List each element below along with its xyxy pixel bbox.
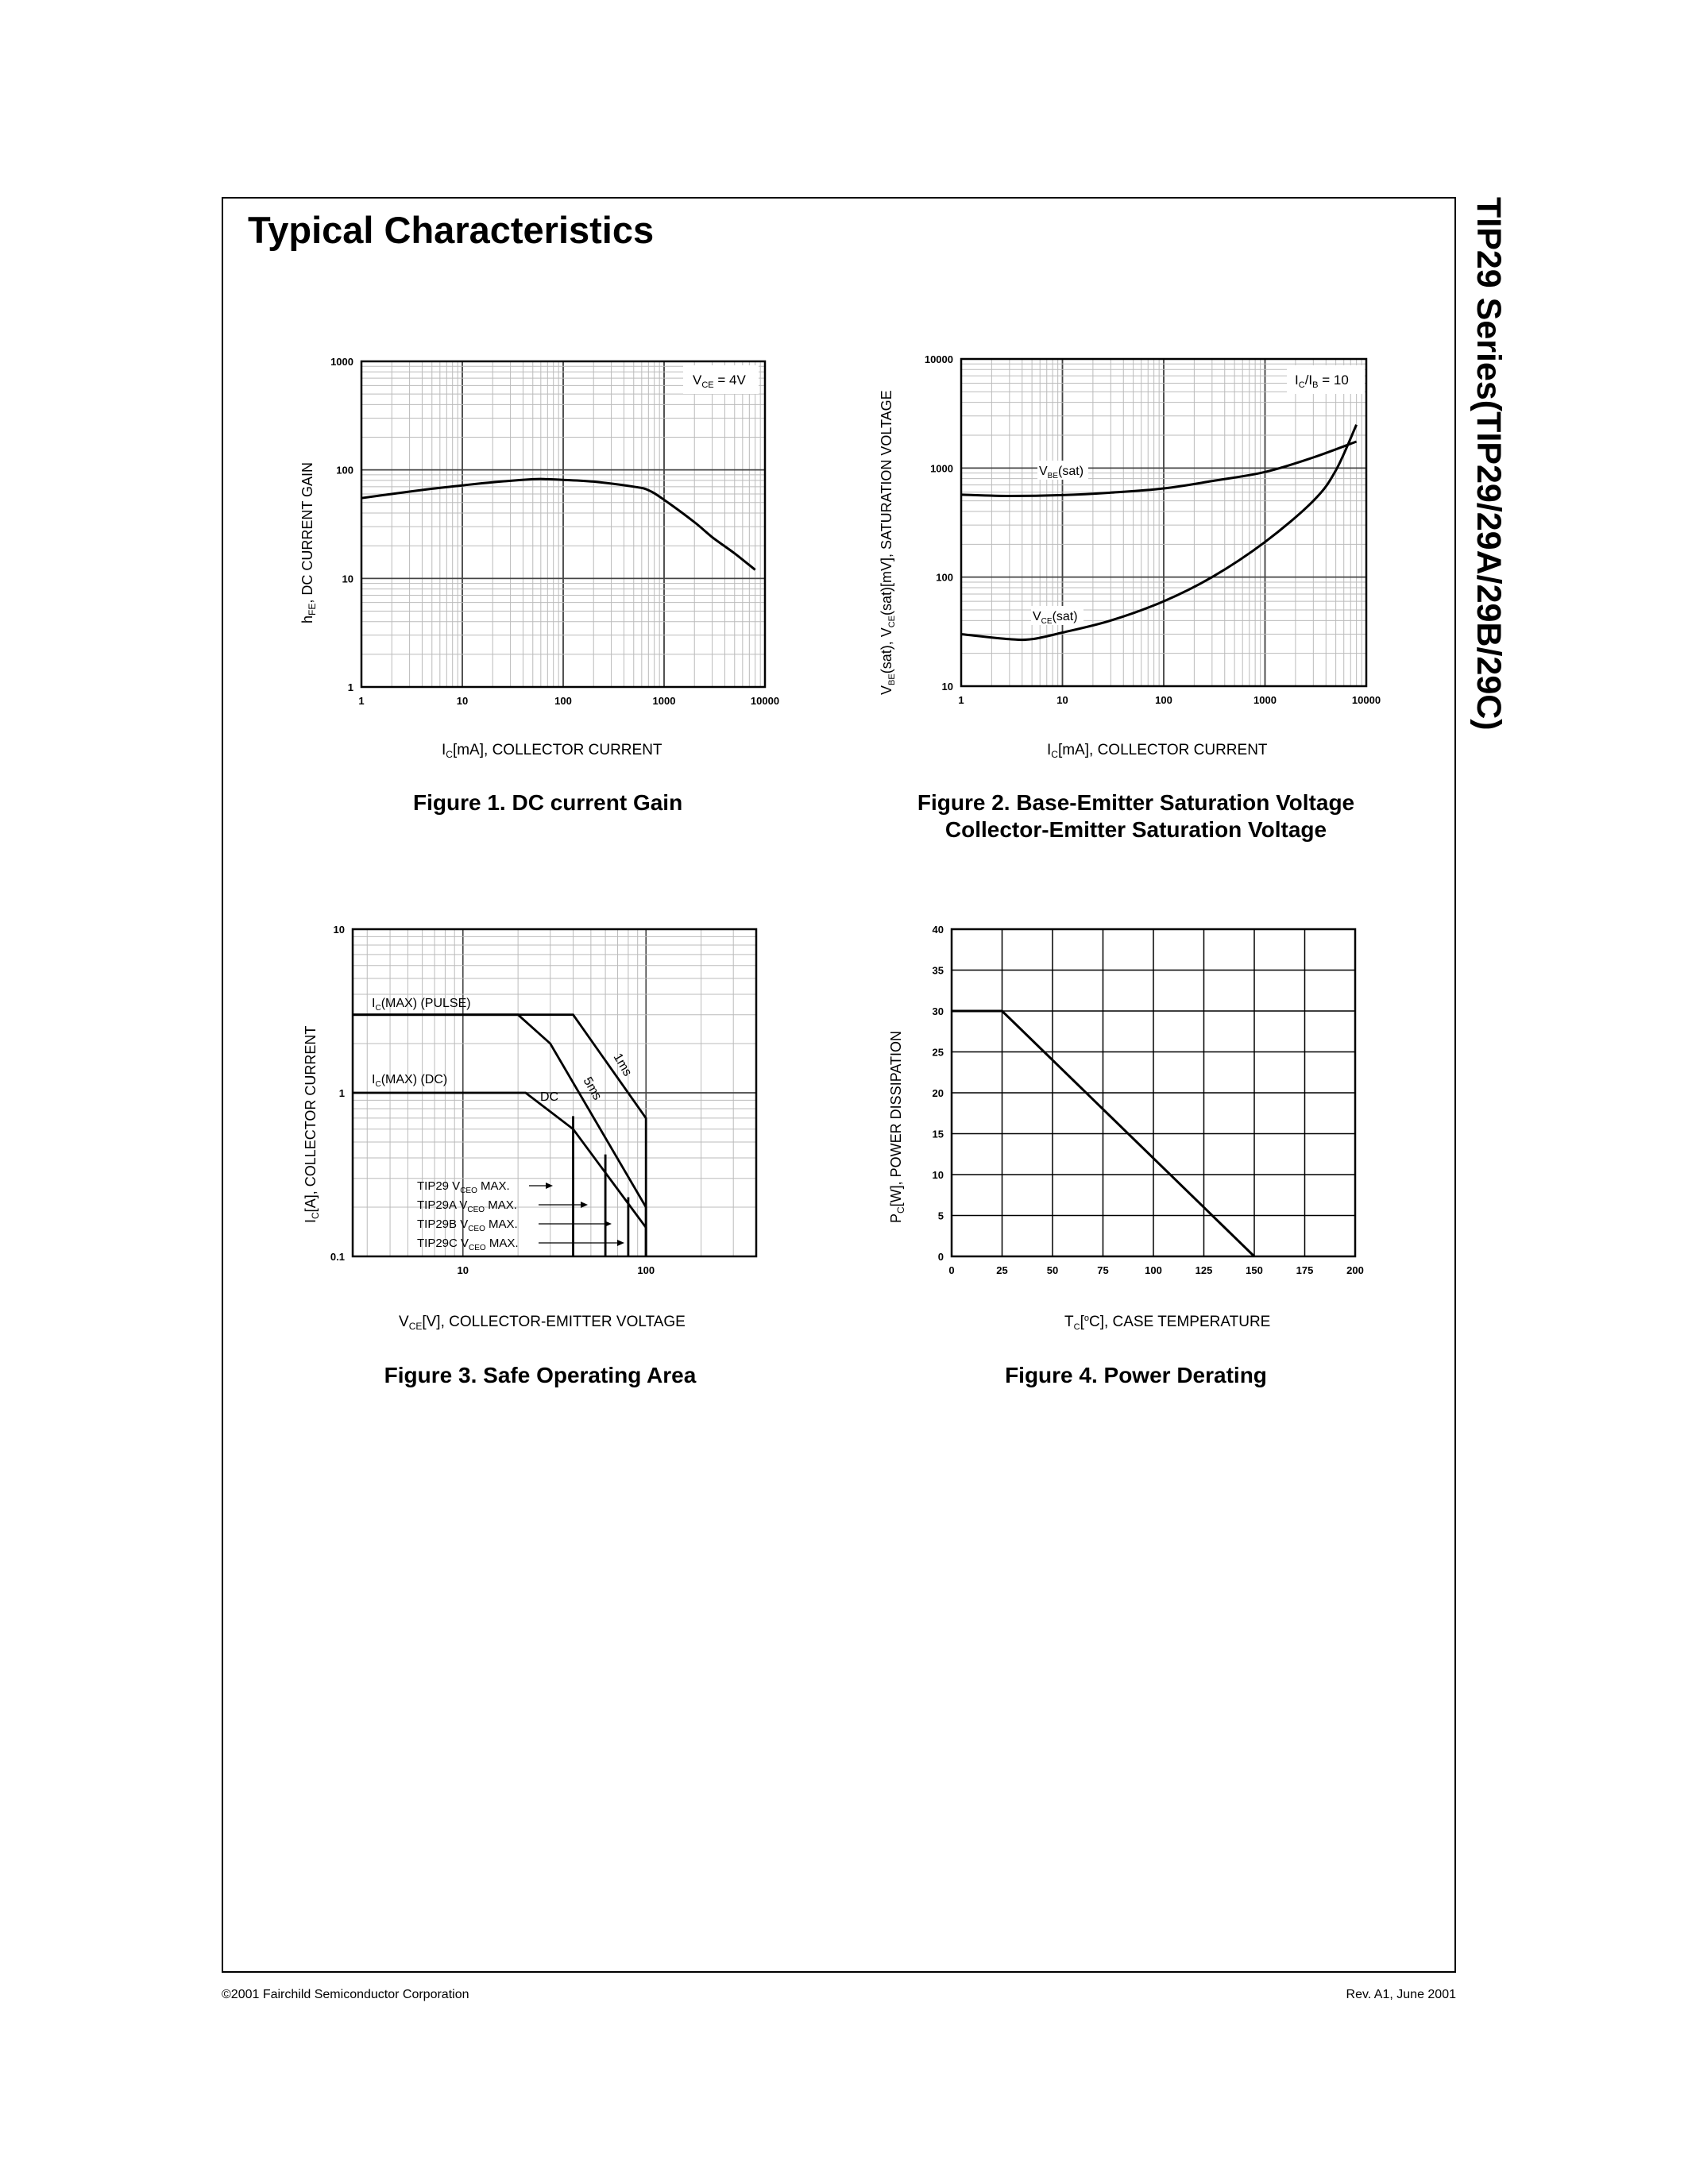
- figure-4-x-tick-label: 50: [1046, 1264, 1059, 1276]
- figure-4-tick-labels: [933, 924, 1364, 1276]
- figure-1-x-tick-label: 1000: [652, 695, 676, 707]
- figure-3-x-tick-label: 10: [457, 1264, 469, 1276]
- figure-3-dc-max-label: $I_C(MAX)$ (DC): [372, 1073, 448, 1089]
- figure-4-y-tick-label: 15: [932, 1128, 944, 1140]
- figure-1-y-tick-label: 1000: [330, 356, 353, 368]
- figure-4-y-axis-label: $P_C[W]$, POWER DISSIPATION: [888, 1030, 906, 1223]
- figure-2-y-tick-label: 10: [941, 681, 953, 693]
- figure-2-vbe-label: $V_{BE}(sat)$: [1039, 465, 1084, 480]
- figure-3-pulse-label: $I_C(MAX)$ (PULSE): [372, 997, 471, 1013]
- figure-3-y-tick-label: 10: [333, 924, 345, 936]
- figure-2-x-tick-label: 1000: [1253, 694, 1277, 706]
- figure-1-note: $V_{CE} = 4V$: [693, 372, 746, 390]
- figure-4-caption: [985, 1362, 1287, 1389]
- figure-4-x-tick-label: 175: [1296, 1264, 1314, 1276]
- figure-2-x-tick-label: 1: [958, 694, 964, 706]
- figure-2-x-tick-label: 10000: [1351, 694, 1381, 706]
- figure-1-caption: [413, 789, 683, 816]
- figure-1-x-tick-label: 10: [456, 695, 469, 707]
- figure-4-x-tick-label: 75: [1097, 1264, 1109, 1276]
- figure-2-caption: [914, 789, 1358, 843]
- figure-2-x-axis-label: $I_C[mA]$, COLLECTOR CURRENT: [1047, 742, 1268, 760]
- figure-3-caption: [381, 1362, 699, 1389]
- figure-2-y-tick-label: 100: [936, 571, 953, 584]
- figure-2-x-tick-label: 10: [1056, 694, 1068, 706]
- figure-3-vceo-label: TIP29C $V_{CEO}$ MAX.: [417, 1237, 519, 1252]
- figure-3-x-axis-label: $V_{CE}[V]$, COLLECTOR-EMITTER VOLTAGE: [399, 1314, 686, 1332]
- figure-4-x-tick-label: 150: [1246, 1264, 1263, 1276]
- figure-3-1ms-label: 1ms: [610, 1051, 635, 1079]
- figure-1-x-tick-label: 1: [358, 695, 365, 707]
- figure-4-caption-line: Figure 4. Power Derating: [1005, 1363, 1267, 1387]
- figure-2-caption-line-1: Figure 2. Base-Emitter Saturation Voltage: [917, 790, 1355, 815]
- figure-4-y-tick-label: 10: [932, 1169, 944, 1181]
- figure-4-y-tick-label: 35: [932, 964, 944, 977]
- figure-4-x-tick-label: 125: [1195, 1264, 1213, 1276]
- figure-2-y-axis-label: $V_{BE}(sat)$, $V_{CE}(sat)[mV]$, SATURATION VOLTAGE: [879, 390, 897, 695]
- figure-4-y-tick-label: 40: [932, 924, 944, 936]
- figure-2-vce-label: $V_{CE}(sat)$: [1033, 610, 1078, 626]
- figure-3-vceo-label: TIP29 $V_{CEO}$ MAX.: [417, 1179, 510, 1195]
- figure-1-y-tick-label: 1: [347, 681, 353, 693]
- figure-4-x-tick-label: 100: [1145, 1264, 1162, 1276]
- footer-copyright: ©2001 Fairchild Semiconductor Corporation: [222, 1988, 469, 2001]
- page-title: Typical Characteristics: [248, 209, 655, 251]
- figure-2-y-tick-label: 1000: [930, 462, 953, 475]
- figure-3-y-axis-label: $I_C[A]$, COLLECTOR CURRENT: [303, 1025, 321, 1223]
- figure-3-vceo-label: TIP29B $V_{CEO}$ MAX.: [417, 1217, 518, 1233]
- figure-4-x-tick-label: 0: [948, 1264, 955, 1276]
- figure-1-y-tick-label: 100: [336, 464, 353, 477]
- figure-2-x-tick-label: 100: [1155, 694, 1172, 706]
- figure-4-y-tick-label: 0: [937, 1251, 944, 1263]
- figure-4-x-tick-label: 200: [1346, 1264, 1364, 1276]
- figure-3-vceo-label: TIP29A $V_{CEO}$ MAX.: [417, 1198, 517, 1214]
- figure-2-y-tick-label: 10000: [924, 353, 953, 365]
- figure-3-y-tick-label: 1: [338, 1087, 345, 1099]
- figure-1-x-axis-label: $I_C[mA]$, COLLECTOR CURRENT: [442, 742, 662, 760]
- figure-1-x-tick-label: 100: [554, 695, 572, 707]
- figure-3-caption-line: Figure 3. Safe Operating Area: [384, 1363, 697, 1387]
- figure-3-5ms-label: 5ms: [580, 1075, 605, 1103]
- figure-1-y-tick-label: 10: [342, 573, 353, 585]
- figure-3-x-tick-label: 100: [637, 1264, 655, 1276]
- figure-2-caption-line-2: Collector-Emitter Saturation Voltage: [944, 817, 1327, 842]
- figure-4-y-tick-label: 5: [937, 1210, 944, 1222]
- figure-1-y-axis-label: $h_{FE}$, DC CURRENT GAIN: [299, 461, 318, 623]
- side-title: TIP29 Series(TIP29/29A/29B/29C): [1470, 197, 1508, 731]
- figure-4-y-tick-label: 30: [932, 1005, 944, 1017]
- figure-4-x-axis-label: $T_C[^oC]$, CASE TEMPERATURE: [1064, 1314, 1271, 1332]
- figure-4-y-tick-label: 20: [932, 1087, 944, 1099]
- figure-2-note: $I_C/I_B = 10$: [1295, 372, 1349, 390]
- figure-4-x-tick-label: 25: [996, 1264, 1008, 1276]
- figure-1-caption-line: Figure 1. DC current Gain: [413, 790, 683, 815]
- figure-3-y-tick-label: 0.1: [330, 1251, 345, 1263]
- figure-3-dc-label: DC: [540, 1090, 559, 1104]
- footer-revision: Rev. A1, June 2001: [1346, 1988, 1456, 2001]
- figure-4-grid: [952, 929, 1355, 1256]
- figure-1-x-tick-label: 10000: [750, 695, 780, 707]
- figure-4-y-tick-label: 25: [932, 1046, 944, 1059]
